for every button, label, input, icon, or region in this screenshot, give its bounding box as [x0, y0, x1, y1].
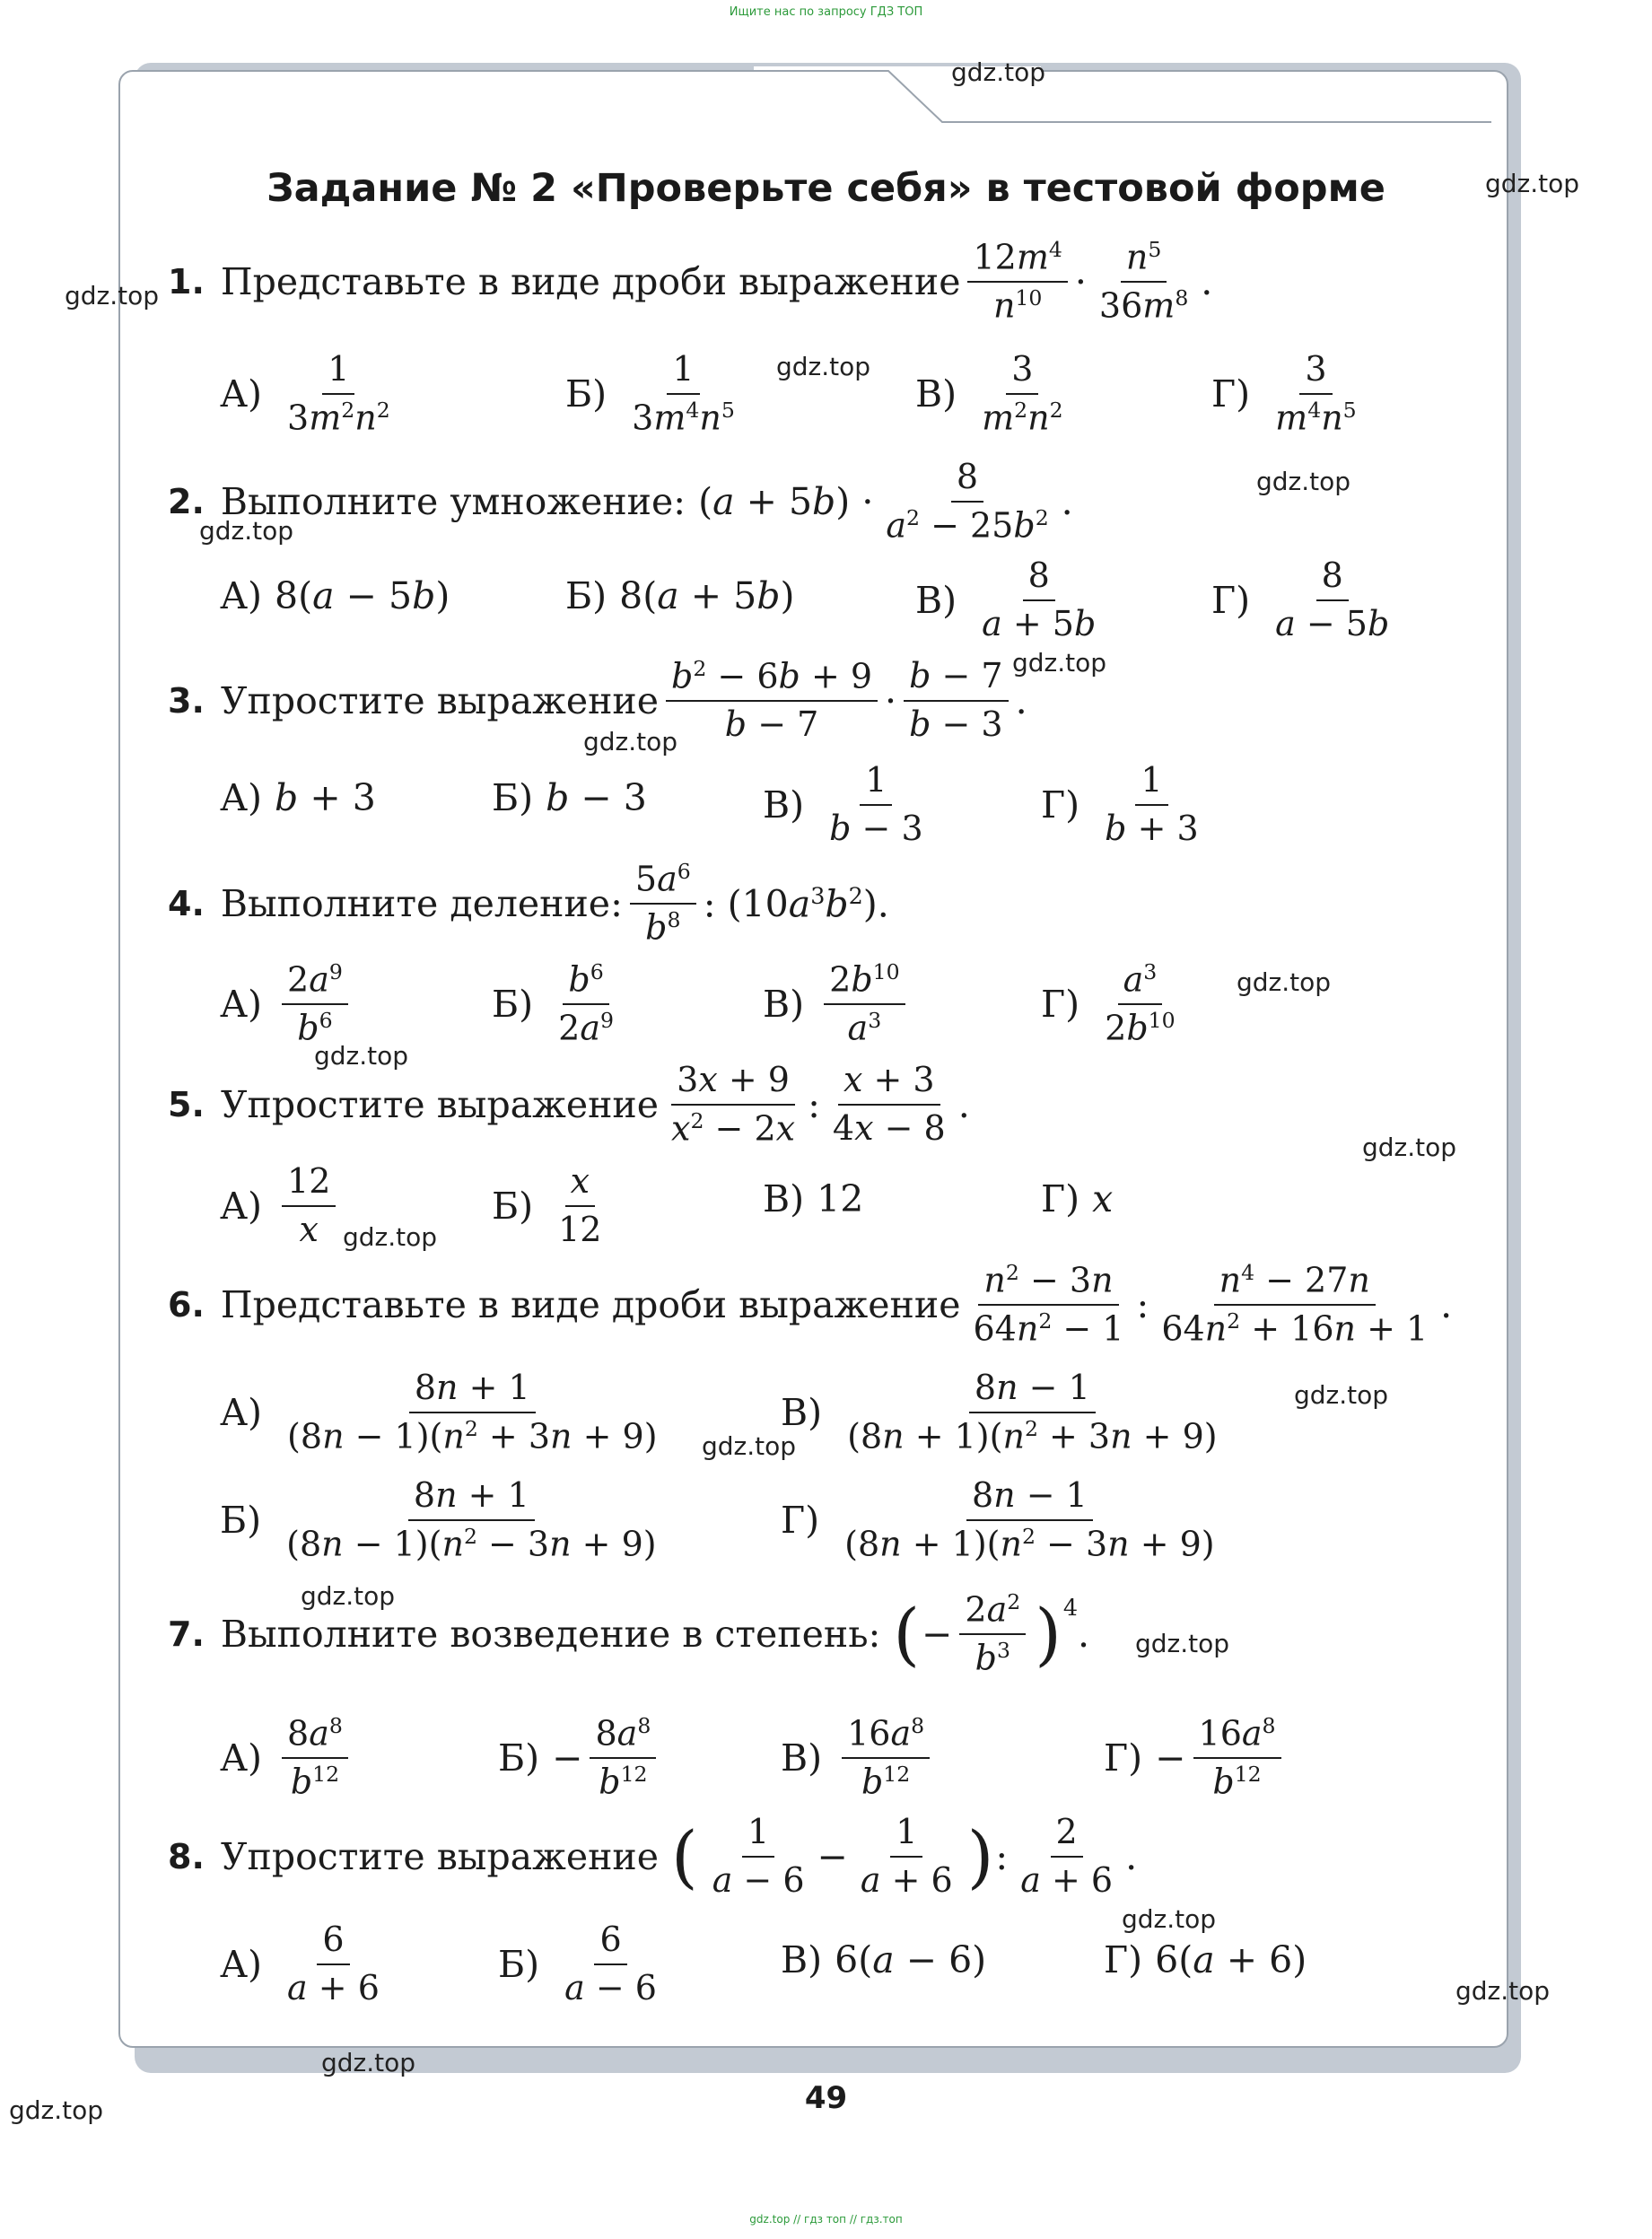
formula: $\frac{n^4 - 27n}{64n^2 + 16n + 1}$: [1161, 1260, 1429, 1349]
formula: $\frac{8}{a^2 - 25b^2}$: [886, 457, 1049, 546]
task-prompt: Представьте в виде дроби выражение: [220, 1283, 961, 1327]
option-b: Б) $\frac{b^6}{2a^9}$: [492, 959, 614, 1048]
formula: $\frac{n^2 - 3n}{64n^2 - 1}$: [973, 1260, 1124, 1349]
watermark: gdz.top: [1294, 1380, 1389, 1410]
watermark: gdz.top: [1135, 1629, 1230, 1658]
watermark: gdz.top: [1362, 1133, 1457, 1162]
option-g: Г) $\frac{8}{a - 5b}$: [1211, 555, 1390, 643]
watermark: gdz.top: [1012, 648, 1107, 678]
header-note: Ищите нас по запросу ГДЗ ТОП: [729, 5, 923, 19]
option-b: Б) $\frac{1}{3m^4n^5}$: [565, 349, 735, 438]
option-v: В) $\frac{8}{a + 5b}$: [915, 555, 1097, 643]
option-b: Б) $\frac{6}{a - 6}$: [498, 1920, 657, 2007]
formula: $\frac{n^5}{36m^8}$: [1098, 237, 1189, 326]
task-number: 5.: [168, 1085, 205, 1125]
task-prompt: Выполните деление:: [220, 882, 623, 926]
task-number: 7.: [168, 1614, 205, 1655]
watermark: gdz.top: [301, 1581, 396, 1611]
watermark: gdz.top: [776, 352, 871, 381]
task-8: 8. Упростите выражение ( $\frac{1}{a - 6}$ − $\frac{1}{a + 6}$ ) : $\frac{2}{a + 6}$ .: [168, 1812, 1138, 1900]
option-v: В) $\frac{1}{b - 3}$: [763, 760, 923, 848]
formula: $\frac{x + 3}{4x - 8}$: [832, 1060, 946, 1149]
task-prompt: Упростите выражение: [220, 1083, 660, 1127]
option-v: В) $\frac{16a^8}{b^{12}}$: [781, 1714, 937, 1803]
formula: $\frac{1}{a + 6}$: [860, 1812, 953, 1900]
option-v: В) $\frac{3}{m^2n^2}$: [915, 349, 1063, 438]
watermark: gdz.top: [65, 281, 160, 310]
option-b: Б) $\frac{8n + 1}{(8n - 1)(n^2 - 3n + 9)}$: [220, 1475, 657, 1564]
page-title: Задание № 2 «Проверьте себя» в тестовой форме: [267, 166, 1385, 211]
watermark: gdz.top: [199, 516, 294, 546]
watermark: gdz.top: [9, 2095, 104, 2125]
formula: $\frac{3x + 9}{x^2 - 2x}$: [671, 1060, 796, 1149]
task-6: 6. Представьте в виде дроби выражение $\frac{n^2 - 3n}{64n^2 - 1}$ : $\frac{n^4 - 27n}{64n^2 + 16n + 1}$ .: [168, 1260, 1453, 1349]
task-prompt: Упростите выражение: [220, 1834, 660, 1878]
option-v: В) $\frac{2b^{10}}{a^3}$: [763, 960, 913, 1049]
formula: $\frac{5a^6}{b^8}$: [630, 860, 696, 949]
task-prompt: Упростите выражение: [220, 679, 660, 723]
task-1: 1. Представьте в виде дроби выражение $\frac{12m^4}{n^{10}}$ · $\frac{n^5}{36m^8}$ .: [168, 237, 1213, 326]
footer-note: gdz.top // гдз топ // гдз.топ: [749, 2213, 903, 2226]
watermark: gdz.top: [1237, 967, 1332, 997]
option-g: Г) $\frac{a^3}{2b^{10}}$: [1041, 959, 1176, 1048]
option-g: Г) $\frac{3}{m^4n^5}$: [1211, 349, 1357, 438]
formula: $\frac{2}{a + 6}$: [1020, 1812, 1114, 1900]
task-3: 3. Упростите выражение $\frac{b^2 - 6b + 9}{b - 7}$ · $\frac{b - 7}{b - 3}$ .: [168, 656, 1027, 745]
option-v: В) 6(a − 6): [781, 1938, 987, 1981]
option-a: А) $\frac{1}{3m^2n^2}$: [220, 349, 390, 438]
option-a: А) $\frac{12}{x}$: [220, 1162, 343, 1249]
option-b: Б) b − 3: [492, 776, 647, 819]
task-number: 6.: [168, 1285, 205, 1325]
watermark: gdz.top: [1485, 169, 1580, 198]
option-b: Б) − $\frac{8a^8}{b^{12}}$: [498, 1714, 663, 1803]
task-prompt: Выполните возведение в степень:: [220, 1613, 881, 1657]
option-g: Г) x: [1041, 1177, 1114, 1220]
watermark: gdz.top: [314, 1041, 409, 1071]
watermark: gdz.top: [583, 727, 678, 757]
task-prompt: Представьте в виде дроби выражение: [220, 260, 961, 304]
watermark: gdz.top: [951, 57, 1046, 87]
task-number: 1.: [168, 262, 205, 302]
task-5: 5. Упростите выражение $\frac{3x + 9}{x^2 - 2x}$ : $\frac{x + 3}{4x - 8}$ .: [168, 1060, 970, 1149]
option-a: А) $\frac{8n + 1}{(8n - 1)(n^2 + 3n + 9)}$: [220, 1368, 658, 1456]
option-g: Г) 6(a + 6): [1104, 1938, 1307, 1981]
task-2: 2. Выполните умножение: (a + 5b) · $\frac{8}{a^2 - 25b^2}$ .: [168, 457, 1073, 546]
option-b: Б) $\frac{x}{12}$: [492, 1161, 602, 1249]
formula: $\frac{12m^4}{n^{10}}$: [967, 238, 1067, 327]
watermark: gdz.top: [321, 2048, 416, 2077]
option-g: Г) $\frac{8n - 1}{(8n + 1)(n^2 - 3n + 9)}$: [781, 1475, 1215, 1564]
option-g: Г) − $\frac{16a^8}{b^{12}}$: [1104, 1714, 1289, 1803]
option-v: В) $\frac{8n - 1}{(8n + 1)(n^2 + 3n + 9)}$: [781, 1368, 1218, 1456]
task-number: 3.: [168, 681, 205, 722]
task-number: 8.: [168, 1836, 205, 1876]
task-number: 4.: [168, 884, 205, 924]
watermark: gdz.top: [1122, 1904, 1217, 1934]
task-4: 4. Выполните деление: $\frac{5a^6}{b^8}$ : $(10a^3b^2)$.: [168, 859, 889, 948]
watermark: gdz.top: [1256, 467, 1351, 496]
option-a: А) b + 3: [220, 776, 376, 819]
option-a: А) $\frac{2a^9}{b^6}$: [220, 960, 355, 1049]
option-a: А) $\frac{6}{a + 6}$: [220, 1920, 380, 2007]
watermark: gdz.top: [343, 1222, 438, 1252]
option-a: А) 8(a − 5b): [220, 574, 450, 617]
task-7: 7. Выполните возведение в степень: ( − $\frac{2a^2}{b^3}$ ) $^4$ .: [168, 1589, 1090, 1678]
page-number: 49: [804, 2080, 848, 2116]
formula: $\frac{b - 7}{b - 3}$: [904, 657, 1009, 744]
formula: $\frac{b^2 - 6b + 9}{b - 7}$: [666, 657, 878, 745]
task-number: 2.: [168, 482, 205, 522]
formula: $\frac{2a^2}{b^3}$: [959, 1590, 1026, 1679]
watermark: gdz.top: [702, 1431, 797, 1461]
watermark: gdz.top: [1455, 1976, 1551, 2006]
option-b: Б) 8(a + 5b): [565, 574, 795, 617]
formula: $\frac{1}{a - 6}$: [712, 1812, 805, 1900]
task-prompt: Выполните умножение:: [220, 480, 686, 524]
option-g: Г) $\frac{1}{b + 3}$: [1041, 760, 1199, 848]
option-v: В) 12: [763, 1177, 864, 1220]
option-a: А) $\frac{8a^8}{b^{12}}$: [220, 1714, 355, 1803]
